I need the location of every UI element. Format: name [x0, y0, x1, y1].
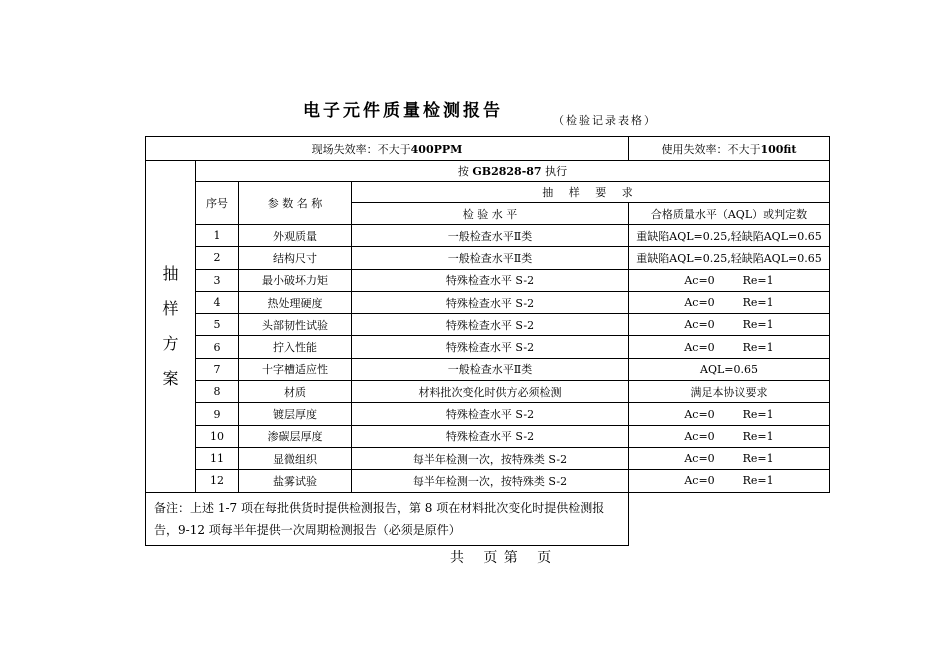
row-aql: 满足本协议要求 — [629, 381, 830, 403]
row-param-name: 镀层厚度 — [239, 403, 352, 425]
row-aql: Ac=0 Re=1 — [629, 314, 830, 336]
row-no: 6 — [196, 336, 239, 358]
row-no: 9 — [196, 403, 239, 425]
row-inspection-level: 材料批次变化时供方必须检测 — [352, 381, 629, 403]
row-inspection-level: 特殊检查水平 S-2 — [352, 425, 629, 447]
row-inspection-level: 特殊检查水平 S-2 — [352, 291, 629, 313]
table-row — [146, 314, 830, 336]
table-row — [146, 425, 830, 447]
sampling-plan-table — [145, 136, 830, 546]
table-row — [146, 225, 830, 247]
document-subtitle: （检验记录表格） — [553, 114, 657, 127]
table-row — [146, 291, 830, 313]
table-row — [146, 247, 830, 269]
row-aql: Ac=0 Re=1 — [629, 403, 830, 425]
row-no: 4 — [196, 291, 239, 313]
table-row — [146, 381, 830, 403]
row-inspection-level: 特殊检查水平 S-2 — [352, 403, 629, 425]
row-aql: Ac=0 Re=1 — [629, 470, 830, 492]
header-sampling: 抽 样 要 求 — [352, 182, 830, 203]
row-param-name: 盐雾试验 — [239, 470, 352, 492]
row-inspection-level: 特殊检查水平 S-2 — [352, 269, 629, 291]
row-param-name: 渗碳层厚度 — [239, 425, 352, 447]
row-param-name: 最小破坏力矩 — [239, 269, 352, 291]
row-inspection-level: 每半年检测一次，按特殊类 S-2 — [352, 470, 629, 492]
row-param-name: 材质 — [239, 381, 352, 403]
row-aql: AQL=0.65 — [629, 358, 830, 380]
row-param-name: 显微组织 — [239, 447, 352, 469]
row-aql: Ac=0 Re=1 — [629, 269, 830, 291]
row-no: 1 — [196, 225, 239, 247]
table-row — [146, 403, 830, 425]
row-aql: 重缺陷AQL=0.25,轻缺陷AQL=0.65 — [629, 225, 830, 247]
row-no: 12 — [196, 470, 239, 492]
row-no: 3 — [196, 269, 239, 291]
page-footer: 共 页 第 页 — [450, 550, 552, 566]
table-row — [146, 269, 830, 291]
header-param: 参 数 名 称 — [239, 182, 352, 225]
header-seq: 序号 — [196, 182, 239, 225]
row-param-name: 拧入性能 — [239, 336, 352, 358]
table-row — [146, 336, 830, 358]
standard-reference: 按 GB2828-87 执行 — [196, 161, 830, 182]
table-row — [146, 358, 830, 380]
remarks: 备注：上述 1-7 项在每批供货时提供检测报告，第 8 项在材料批次变化时提供检测报告，9-12 项每半年提供一次周期检测报告（必须是原件） — [146, 492, 629, 545]
usage-failure-rate: 使用失效率：不大于100fit — [629, 137, 830, 161]
row-inspection-level: 一般检查水平Ⅱ类 — [352, 358, 629, 380]
row-no: 10 — [196, 425, 239, 447]
row-param-name: 结构尺寸 — [239, 247, 352, 269]
row-inspection-level: 每半年检测一次，按特殊类 S-2 — [352, 447, 629, 469]
row-aql: Ac=0 Re=1 — [629, 447, 830, 469]
header-aql: 合格质量水平（AQL）或判定数 — [629, 203, 830, 225]
sampling-plan-side-label: 抽 样 方 案 — [146, 161, 196, 493]
table-row — [146, 470, 830, 492]
row-aql: Ac=0 Re=1 — [629, 425, 830, 447]
row-param-name: 十字槽适应性 — [239, 358, 352, 380]
header-inspection-level: 检 验 水 平 — [352, 203, 629, 225]
row-inspection-level: 特殊检查水平 S-2 — [352, 314, 629, 336]
row-inspection-level: 一般检查水平Ⅱ类 — [352, 247, 629, 269]
table-row — [146, 447, 830, 469]
document-title: 电子元件质量检测报告 — [303, 101, 503, 121]
row-aql: Ac=0 Re=1 — [629, 291, 830, 313]
row-param-name: 头部韧性试验 — [239, 314, 352, 336]
field-failure-rate: 现场失效率：不大于400PPM — [146, 137, 629, 161]
row-no: 11 — [196, 447, 239, 469]
row-aql: Ac=0 Re=1 — [629, 336, 830, 358]
row-inspection-level: 一般检查水平Ⅱ类 — [352, 225, 629, 247]
row-no: 7 — [196, 358, 239, 380]
row-no: 5 — [196, 314, 239, 336]
row-param-name: 热处理硬度 — [239, 291, 352, 313]
row-no: 8 — [196, 381, 239, 403]
row-param-name: 外观质量 — [239, 225, 352, 247]
row-inspection-level: 特殊检查水平 S-2 — [352, 336, 629, 358]
row-no: 2 — [196, 247, 239, 269]
row-aql: 重缺陷AQL=0.25,轻缺陷AQL=0.65 — [629, 247, 830, 269]
